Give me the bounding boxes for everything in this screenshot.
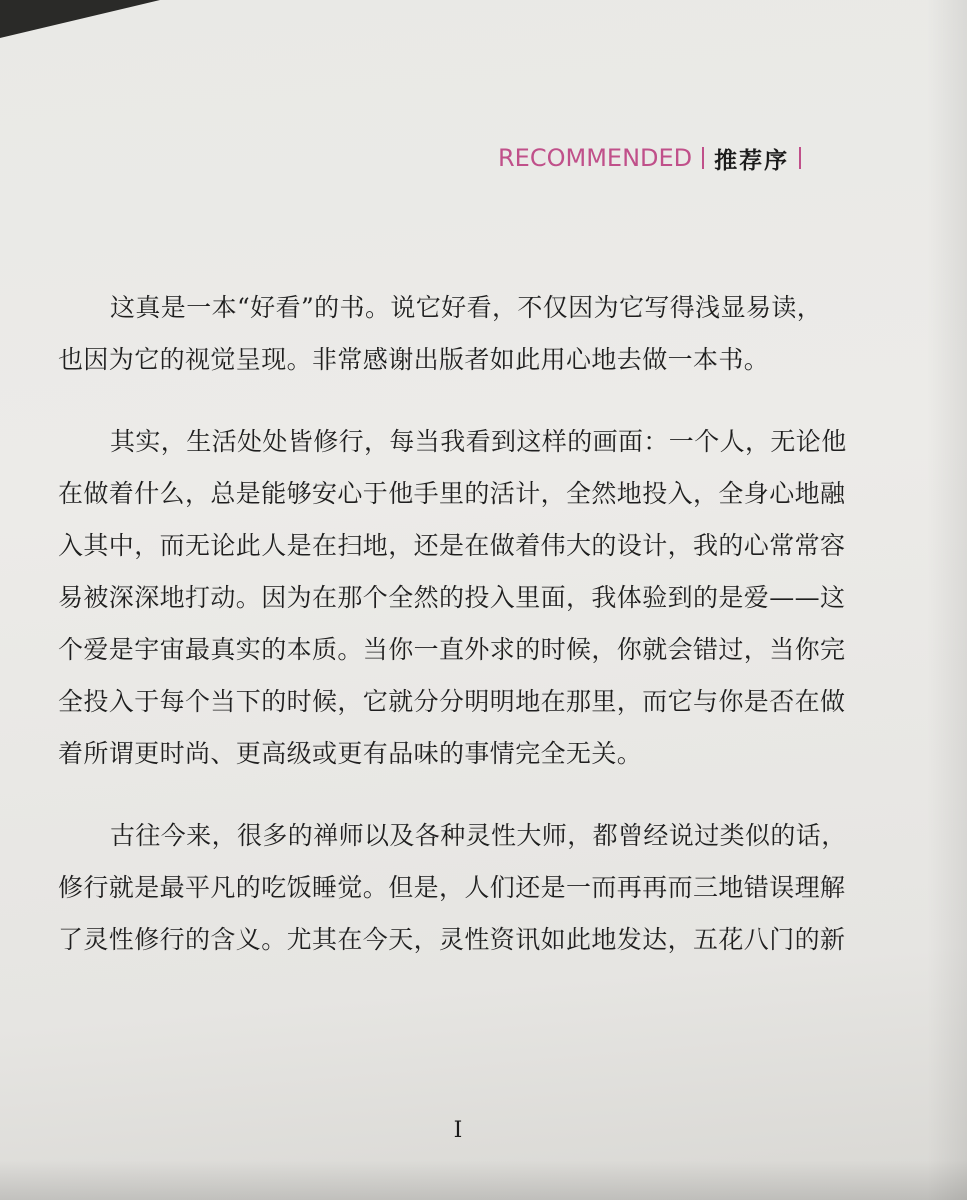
text-line: 易被深深地打动。因为在那个全然的投入里面，我体验到的是爱——这 bbox=[58, 583, 846, 612]
text-line: 个爱是宇宙最真实的本质。当你一直外求的时候，你就会错过，当你完 bbox=[58, 635, 846, 664]
text-line: 这真是一本“好看”的书。说它好看，不仅因为它写得浅显易读， bbox=[110, 293, 823, 322]
text-line: 了灵性修行的含义。尤其在今天，灵性资讯如此地发达，五花八门的新 bbox=[58, 925, 846, 954]
text-line: 着所谓更时尚、更高级或更有品味的事情完全无关。 bbox=[58, 739, 643, 768]
page-number: I bbox=[453, 1118, 463, 1143]
header-divider-end bbox=[799, 147, 801, 169]
header-english-label: RECOMMENDED bbox=[498, 144, 693, 172]
text-line: 其实，生活处处皆修行，每当我看到这样的画面：一个人，无论他 bbox=[110, 427, 847, 456]
text-line: 在做着什么，总是能够安心于他手里的活计，全然地投入，全身心地融 bbox=[58, 479, 846, 508]
header-divider bbox=[702, 147, 704, 169]
page-bottom-edge bbox=[0, 1160, 967, 1200]
body-text bbox=[58, 282, 898, 996]
text-line: 入其中，而无论此人是在扫地，还是在做着伟大的设计，我的心常常容 bbox=[58, 531, 846, 560]
text-line: 也因为它的视觉呈现。非常感谢出版者如此用心地去做一本书。 bbox=[58, 345, 770, 374]
text-line: 古往今来，很多的禅师以及各种灵性大师，都曾经说过类似的话， bbox=[110, 821, 847, 850]
text-line: 全投入于每个当下的时候，它就分分明明地在那里，而它与你是否在做 bbox=[58, 687, 846, 716]
section-header bbox=[498, 138, 811, 178]
paragraph bbox=[58, 416, 898, 780]
background-corner bbox=[0, 0, 160, 38]
text-line: 修行就是最平凡的吃饭睡觉。但是，人们还是一而再再而三地错误理解 bbox=[58, 873, 846, 902]
paragraph bbox=[58, 282, 898, 386]
header-chinese-label: 推荐序 bbox=[714, 147, 790, 174]
paragraph bbox=[58, 810, 898, 966]
page-shadow bbox=[927, 0, 967, 1200]
